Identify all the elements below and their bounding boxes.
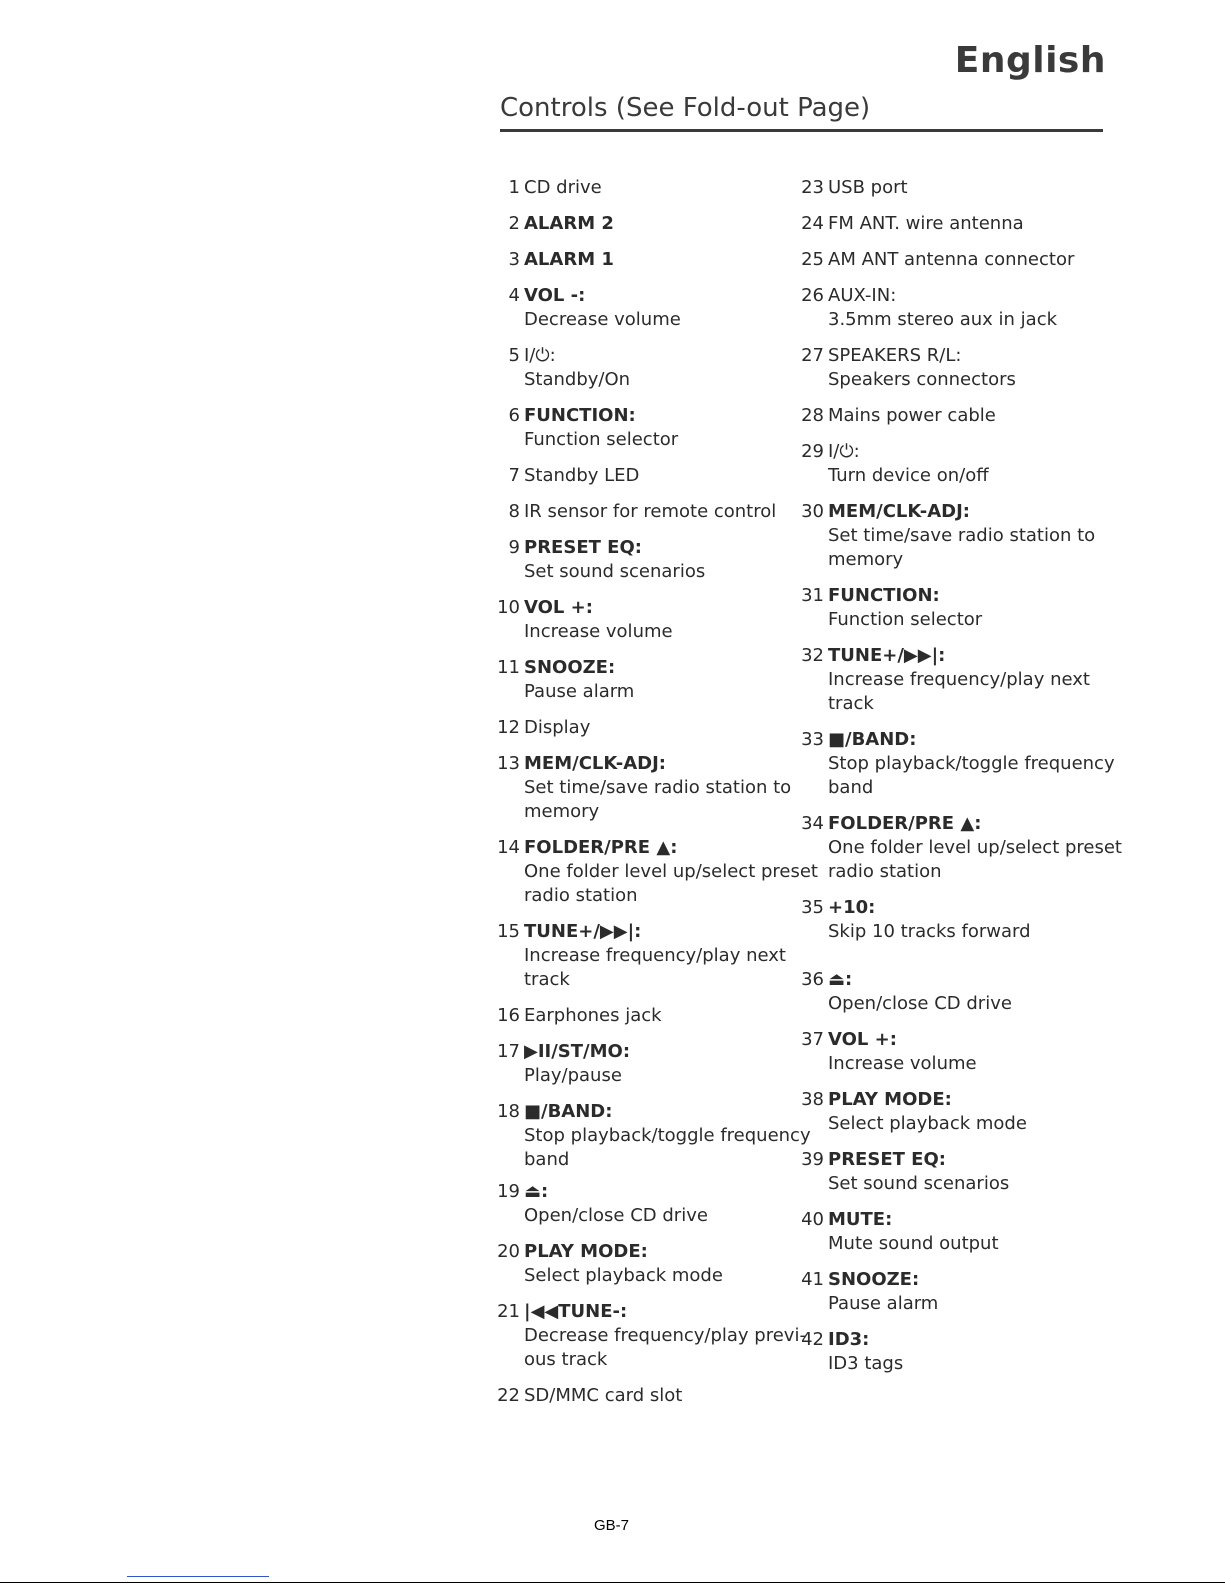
item-title: +10: xyxy=(828,897,876,918)
item-text xyxy=(524,1180,708,1228)
item-title: PRESET EQ: xyxy=(828,1149,946,1170)
item-description: Skip 10 tracks forward xyxy=(828,921,1031,942)
item-title: ALARM 2 xyxy=(524,213,614,234)
item-number: 27 xyxy=(801,345,824,366)
item-title: PLAY MODE: xyxy=(524,1241,648,1262)
item-description: Set sound scenarios xyxy=(828,1173,1010,1194)
item-description: Open/close CD drive xyxy=(524,1205,708,1226)
item-text xyxy=(524,1100,811,1172)
item-number: 2 xyxy=(508,213,520,234)
item-text xyxy=(828,248,1074,272)
item-title: SPEAKERS R/L: xyxy=(828,345,962,366)
item-number: 18 xyxy=(497,1101,520,1122)
item-title: VOL +: xyxy=(524,597,593,618)
item-number: 19 xyxy=(497,1181,520,1202)
item-text xyxy=(524,1004,662,1028)
item-title: ■/BAND: xyxy=(828,729,917,750)
item-description: Increase volume xyxy=(828,1053,977,1074)
item-title: AUX-IN: xyxy=(828,285,897,306)
item-description: Function selector xyxy=(524,429,679,450)
item-title: MEM/CLK-ADJ: xyxy=(524,753,666,774)
item-text xyxy=(524,536,705,584)
item-number: 41 xyxy=(801,1269,824,1290)
item-text xyxy=(524,752,791,824)
item-text xyxy=(828,212,1024,236)
item-description: Pause alarm xyxy=(828,1293,939,1314)
item-number: 20 xyxy=(497,1241,520,1262)
item-title: AM ANT antenna connector xyxy=(828,249,1075,270)
item-number: 29 xyxy=(801,441,824,462)
item-text xyxy=(524,404,678,452)
item-text xyxy=(524,176,602,200)
page-number: GB-7 xyxy=(594,1517,630,1534)
item-description: Turn device on/off xyxy=(828,465,989,486)
item-number: 34 xyxy=(801,813,824,834)
item-text xyxy=(524,500,776,524)
item-number: 10 xyxy=(497,597,520,618)
item-description: Function selector xyxy=(828,609,983,630)
item-number: 35 xyxy=(801,897,824,918)
item-number: 9 xyxy=(508,537,520,558)
item-text xyxy=(828,1088,1027,1136)
item-title: ⏏: xyxy=(524,1181,549,1202)
item-number: 37 xyxy=(801,1029,824,1050)
item-text xyxy=(828,896,1031,944)
item-number: 28 xyxy=(801,405,824,426)
item-number: 13 xyxy=(497,753,520,774)
item-number: 15 xyxy=(497,921,520,942)
item-text xyxy=(828,404,996,428)
item-description: Stop playback/toggle frequency band xyxy=(524,1125,811,1170)
item-text xyxy=(524,836,818,908)
item-description: Decrease frequency/play previ- ous track xyxy=(524,1325,806,1370)
item-title: FUNCTION: xyxy=(828,585,940,606)
item-text xyxy=(828,968,1012,1016)
item-number: 21 xyxy=(497,1301,520,1322)
item-description: Pause alarm xyxy=(524,681,635,702)
item-title: IR sensor for remote control xyxy=(524,501,777,522)
item-number: 3 xyxy=(508,249,520,270)
item-title: I/⏻: xyxy=(828,441,860,462)
item-number: 17 xyxy=(497,1041,520,1062)
item-description: ID3 tags xyxy=(828,1353,904,1374)
item-number: 36 xyxy=(801,969,824,990)
item-title: ■/BAND: xyxy=(524,1101,613,1122)
item-text xyxy=(828,584,982,632)
item-number: 6 xyxy=(508,405,520,426)
item-number: 4 xyxy=(508,285,520,306)
item-text xyxy=(524,1040,630,1088)
item-title: MUTE: xyxy=(828,1209,893,1230)
item-title: ALARM 1 xyxy=(524,249,614,270)
item-text xyxy=(524,1240,723,1288)
item-title: SD/MMC card slot xyxy=(524,1385,683,1406)
item-title: TUNE+/▶▶|: xyxy=(524,921,642,942)
item-number: 38 xyxy=(801,1089,824,1110)
item-description: Increase frequency/play next track xyxy=(828,669,1090,714)
item-description: Select playback mode xyxy=(828,1113,1027,1134)
language-label: English xyxy=(954,40,1106,81)
item-title: SNOOZE: xyxy=(828,1269,920,1290)
item-text xyxy=(524,344,630,392)
item-title: SNOOZE: xyxy=(524,657,616,678)
item-number: 16 xyxy=(497,1005,520,1026)
item-description: Speakers connectors xyxy=(828,369,1016,390)
item-description: Set time/save radio station to memory xyxy=(524,777,792,822)
item-text xyxy=(828,728,1115,800)
item-number: 22 xyxy=(497,1385,520,1406)
item-description: Decrease volume xyxy=(524,309,681,330)
item-title: FUNCTION: xyxy=(524,405,636,426)
item-description: Increase frequency/play next track xyxy=(524,945,786,990)
item-text xyxy=(828,284,1057,332)
section-title: Controls (See Fold-out Page) xyxy=(500,93,871,123)
item-text xyxy=(524,1300,806,1372)
item-text xyxy=(524,1384,682,1408)
item-number: 42 xyxy=(801,1329,824,1350)
item-title: CD drive xyxy=(524,177,602,198)
item-description: Set sound scenarios xyxy=(524,561,706,582)
item-text xyxy=(828,176,908,200)
item-title: |◀◀TUNE-: xyxy=(524,1301,628,1322)
footer-divider xyxy=(0,1582,1225,1583)
item-number: 25 xyxy=(801,249,824,270)
item-text xyxy=(828,1268,938,1316)
item-title: Standby LED xyxy=(524,465,640,486)
item-title: I/⏻: xyxy=(524,345,556,366)
item-text xyxy=(828,440,989,488)
item-title: ID3: xyxy=(828,1329,870,1350)
item-text xyxy=(828,1328,903,1376)
heading-rule xyxy=(500,129,1103,132)
item-number: 8 xyxy=(508,501,520,522)
item-description: One folder level up/select preset radio station xyxy=(524,861,818,906)
item-number: 7 xyxy=(508,465,520,486)
item-text xyxy=(524,920,786,992)
item-title: Display xyxy=(524,717,591,738)
item-number: 32 xyxy=(801,645,824,666)
item-description: Standby/On xyxy=(524,369,631,390)
item-number: 33 xyxy=(801,729,824,750)
footer-link-underline xyxy=(127,1576,269,1577)
item-text xyxy=(828,644,1090,716)
item-description: One folder level up/select preset radio station xyxy=(828,837,1122,882)
item-text xyxy=(828,812,1122,884)
item-number: 14 xyxy=(497,837,520,858)
item-text xyxy=(524,596,673,644)
item-title: ▶II/ST/MO: xyxy=(524,1041,631,1062)
item-number: 40 xyxy=(801,1209,824,1230)
item-text xyxy=(524,656,634,704)
item-number: 1 xyxy=(508,177,520,198)
item-title: VOL -: xyxy=(524,285,586,306)
item-text xyxy=(828,344,1016,392)
item-number: 26 xyxy=(801,285,824,306)
item-text xyxy=(524,716,590,740)
item-description: Stop playback/toggle frequency band xyxy=(828,753,1115,798)
item-description: Select playback mode xyxy=(524,1265,723,1286)
item-text xyxy=(524,464,639,488)
item-description: 3.5mm stereo aux in jack xyxy=(828,309,1058,330)
item-title: Earphones jack xyxy=(524,1005,662,1026)
item-description: Increase volume xyxy=(524,621,673,642)
item-title: USB port xyxy=(828,177,908,198)
item-text xyxy=(828,1208,999,1256)
item-text xyxy=(828,1028,977,1076)
item-text xyxy=(524,212,614,236)
item-title: ⏏: xyxy=(828,969,853,990)
item-text xyxy=(828,1148,1009,1196)
item-description: Play/pause xyxy=(524,1065,622,1086)
item-title: VOL +: xyxy=(828,1029,897,1050)
item-text xyxy=(524,248,614,272)
item-text xyxy=(524,284,681,332)
item-number: 5 xyxy=(508,345,520,366)
item-title: MEM/CLK-ADJ: xyxy=(828,501,970,522)
item-number: 23 xyxy=(801,177,824,198)
item-description: Open/close CD drive xyxy=(828,993,1012,1014)
item-number: 12 xyxy=(497,717,520,738)
item-description: Set time/save radio station to memory xyxy=(828,525,1096,570)
item-description: Mute sound output xyxy=(828,1233,999,1254)
item-number: 31 xyxy=(801,585,824,606)
item-title: TUNE+/▶▶|: xyxy=(828,645,946,666)
item-title: Mains power cable xyxy=(828,405,996,426)
item-number: 39 xyxy=(801,1149,824,1170)
item-title: PLAY MODE: xyxy=(828,1089,952,1110)
item-text xyxy=(828,500,1095,572)
item-number: 24 xyxy=(801,213,824,234)
item-title: FOLDER/PRE ▲: xyxy=(828,813,982,834)
item-title: FM ANT. wire antenna xyxy=(828,213,1024,234)
item-title: FOLDER/PRE ▲: xyxy=(524,837,678,858)
item-title: PRESET EQ: xyxy=(524,537,642,558)
item-number: 30 xyxy=(801,501,824,522)
item-number: 11 xyxy=(497,657,520,678)
